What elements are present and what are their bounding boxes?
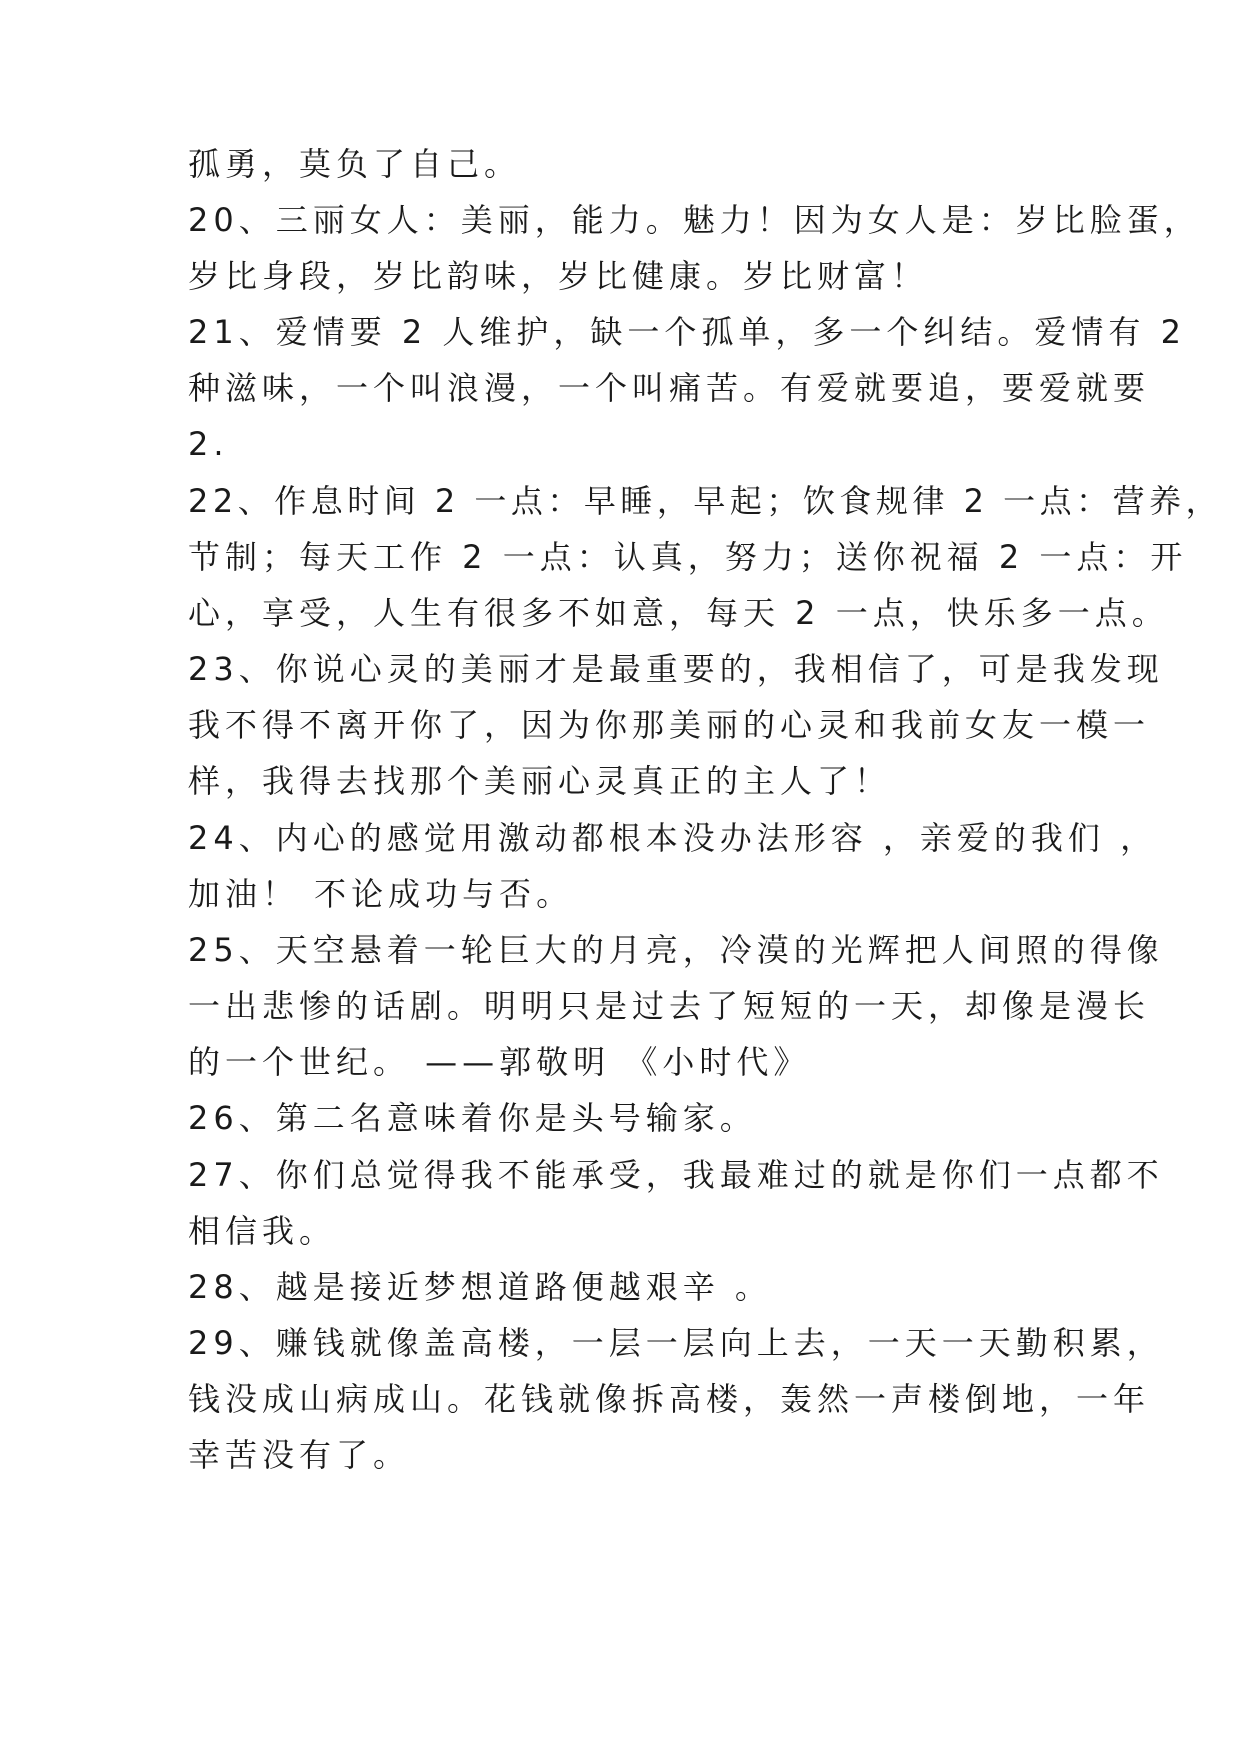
- text-line: 节制；每天工作 2 一点：认真，努力；送你祝福 2 一点：开: [188, 538, 1188, 576]
- text-line: 种滋味，一个叫浪漫，一个叫痛苦。有爱就要追，要爱就要: [188, 369, 1151, 407]
- text-line: 孤勇，莫负了自己。: [188, 145, 522, 183]
- text-line: 相信我。: [188, 1212, 337, 1250]
- text-line: 21、爱情要 2 人维护，缺一个孤单，多一个纠结。爱情有 2: [188, 313, 1186, 351]
- text-line: 幸苦没有了。: [188, 1436, 411, 1474]
- text-line: 28、越是接近梦想道路便越艰辛 。: [188, 1268, 772, 1306]
- text-line: 岁比身段，岁比韵味，岁比健康。岁比财富！: [188, 257, 929, 295]
- text-line: 26、第二名意味着你是头号输家。: [188, 1099, 757, 1137]
- text-line: 2.: [188, 425, 229, 463]
- text-line: 心，享受，人生有很多不如意，每天 2 一点，快乐多一点。: [188, 594, 1169, 632]
- text-line: 加油！ 不论成功与否。: [188, 875, 574, 913]
- text-line: 23、你说心灵的美丽才是最重要的，我相信了，可是我发现: [188, 650, 1164, 688]
- text-line: 20、三丽女人：美丽，能力。魅力！因为女人是：岁比脸蛋，: [188, 201, 1201, 239]
- text-line: 29、赚钱就像盖高楼，一层一层向上去，一天一天勤积累，: [188, 1324, 1164, 1362]
- text-line: 24、内心的感觉用激动都根本没办法形容 ，亲爱的我们 ，: [188, 819, 1158, 857]
- text-line: 25、天空悬着一轮巨大的月亮，冷漠的光辉把人间照的得像: [188, 931, 1164, 969]
- text-line: 的一个世纪。 ——郭敬明 《小时代》: [188, 1043, 811, 1081]
- text-line: 22、作息时间 2 一点：早睡，早起；饮食规律 2 一点：营养，: [188, 482, 1223, 520]
- text-line: 27、你们总觉得我不能承受，我最难过的就是你们一点都不: [188, 1156, 1164, 1194]
- text-line: 一出悲惨的话剧。明明只是过去了短短的一天，却像是漫长: [188, 987, 1151, 1025]
- text-line: 钱没成山病成山。花钱就像拆高楼，轰然一声楼倒地，一年: [188, 1380, 1151, 1418]
- text-line: 我不得不离开你了，因为你那美丽的心灵和我前女友一模一: [188, 706, 1151, 744]
- text-line: 样，我得去找那个美丽心灵真正的主人了！: [188, 762, 892, 800]
